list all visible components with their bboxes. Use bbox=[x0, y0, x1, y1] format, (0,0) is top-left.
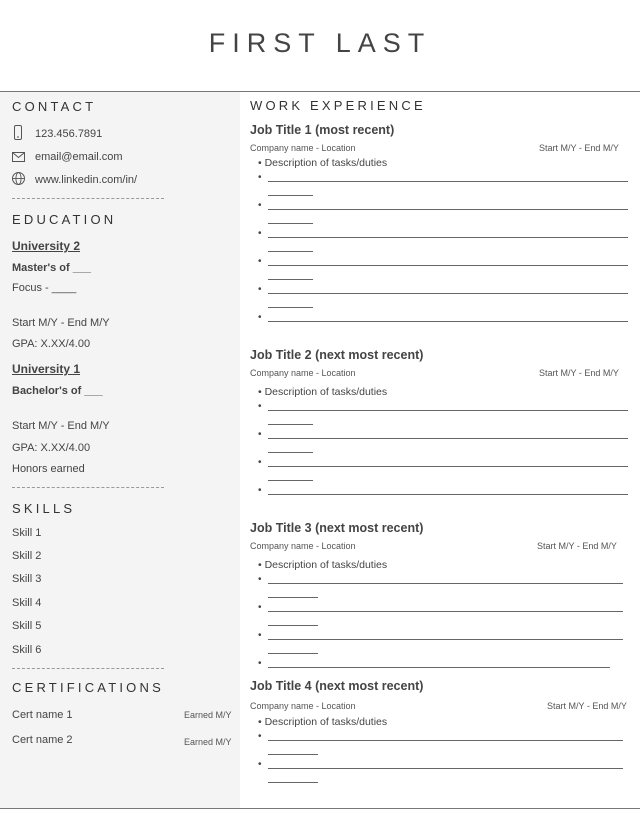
blank-line bbox=[268, 480, 313, 481]
job-description: • Description of tasks/duties bbox=[258, 559, 388, 571]
cert-earned: Earned M/Y bbox=[184, 737, 232, 747]
school-degree: Bachelor's of ___ bbox=[12, 385, 103, 397]
blank-line bbox=[268, 639, 623, 640]
job-description-text: Description of tasks/duties bbox=[264, 716, 388, 728]
job-description-text: Description of tasks/duties bbox=[264, 386, 388, 398]
blank-line bbox=[268, 195, 313, 196]
school-gpa: GPA: X.XX/4.00 bbox=[12, 442, 91, 454]
job-title: Job Title 4 (next most recent) bbox=[250, 679, 424, 693]
job-dates: Start M/Y - End M/Y bbox=[537, 541, 617, 551]
section-divider bbox=[12, 487, 164, 488]
blank-line bbox=[268, 653, 318, 654]
blank-line bbox=[268, 251, 313, 252]
skill-item: Skill 4 bbox=[12, 597, 42, 609]
blank-line bbox=[268, 237, 628, 238]
blank-line bbox=[268, 279, 313, 280]
school-dates: Start M/Y - End M/Y bbox=[12, 420, 110, 432]
bullet: • bbox=[258, 228, 262, 239]
job-description: • Description of tasks/duties bbox=[258, 157, 388, 169]
section-divider bbox=[12, 198, 164, 199]
globe-icon bbox=[12, 172, 25, 185]
skill-item: Skill 1 bbox=[12, 527, 42, 539]
school-honors: Honors earned bbox=[12, 463, 85, 475]
blank-line bbox=[268, 265, 628, 266]
job-description-text: Description of tasks/duties bbox=[264, 559, 388, 571]
bullet: • bbox=[258, 284, 262, 295]
blank-line bbox=[268, 611, 623, 612]
blank-line bbox=[268, 768, 623, 769]
blank-line bbox=[268, 293, 628, 294]
bullet: • bbox=[258, 256, 262, 267]
bullet: • bbox=[258, 759, 262, 770]
contact-website[interactable]: www.linkedin.com/in/ bbox=[35, 174, 138, 186]
contact-email[interactable]: email@email.com bbox=[35, 151, 123, 163]
blank-line bbox=[268, 424, 313, 425]
blank-line bbox=[268, 667, 610, 668]
blank-line bbox=[268, 782, 318, 783]
work-heading: WORK EXPERIENCE bbox=[250, 98, 426, 113]
contact-phone: 123.456.7891 bbox=[35, 128, 103, 140]
skill-item: Skill 2 bbox=[12, 550, 42, 562]
job-description: • Description of tasks/duties bbox=[258, 386, 388, 398]
certifications-heading: CERTIFICATIONS bbox=[12, 680, 164, 695]
phone-icon bbox=[13, 125, 23, 140]
cert-earned: Earned M/Y bbox=[184, 710, 232, 720]
bullet: • bbox=[258, 429, 262, 440]
blank-line bbox=[268, 740, 623, 741]
blank-line bbox=[268, 625, 318, 626]
bullet: • bbox=[258, 485, 262, 496]
blank-line bbox=[268, 181, 628, 182]
job-company: Company name - Location bbox=[250, 368, 356, 378]
resume-name: FIRST LAST bbox=[208, 28, 432, 58]
bullet: • bbox=[258, 172, 262, 183]
cert-name: Cert name 1 bbox=[12, 709, 73, 721]
blank-line bbox=[268, 452, 313, 453]
education-heading: EDUCATION bbox=[12, 212, 117, 227]
job-title: Job Title 1 (most recent) bbox=[250, 123, 395, 137]
school-gpa: GPA: X.XX/4.00 bbox=[12, 338, 91, 350]
bullet: • bbox=[258, 200, 262, 211]
blank-line bbox=[268, 223, 313, 224]
job-description: • Description of tasks/duties bbox=[258, 716, 388, 728]
bullet: • bbox=[258, 602, 262, 613]
job-dates: Start M/Y - End M/Y bbox=[547, 701, 627, 711]
job-dates: Start M/Y - End M/Y bbox=[539, 368, 619, 378]
job-description-text: Description of tasks/duties bbox=[264, 157, 388, 169]
school-dates: Start M/Y - End M/Y bbox=[12, 317, 110, 329]
bullet: • bbox=[258, 457, 262, 468]
school-name: University 2 bbox=[12, 239, 81, 253]
bullet: • bbox=[258, 574, 262, 585]
skill-item: Skill 6 bbox=[12, 644, 42, 656]
skill-item: Skill 5 bbox=[12, 620, 42, 632]
blank-line bbox=[268, 410, 628, 411]
skills-heading: SKILLS bbox=[12, 501, 76, 516]
school-degree: Master's of ___ bbox=[12, 262, 92, 274]
job-company: Company name - Location bbox=[250, 541, 356, 551]
blank-line bbox=[268, 583, 623, 584]
cert-name: Cert name 2 bbox=[12, 734, 73, 746]
bullet: • bbox=[258, 630, 262, 641]
bullet: • bbox=[258, 312, 262, 323]
blank-line bbox=[268, 307, 313, 308]
blank-line bbox=[268, 494, 628, 495]
bullet: • bbox=[258, 658, 262, 669]
job-company: Company name - Location bbox=[250, 143, 356, 153]
contact-heading: CONTACT bbox=[12, 99, 97, 114]
school-name: University 1 bbox=[12, 362, 81, 376]
envelope-icon bbox=[12, 152, 25, 162]
blank-line bbox=[268, 438, 628, 439]
blank-line bbox=[268, 209, 628, 210]
job-company: Company name - Location bbox=[250, 701, 356, 711]
blank-line bbox=[268, 597, 318, 598]
blank-line bbox=[268, 466, 628, 467]
school-focus: Focus - ____ bbox=[12, 282, 77, 294]
blank-line bbox=[268, 321, 628, 322]
bullet: • bbox=[258, 401, 262, 412]
job-title: Job Title 2 (next most recent) bbox=[250, 348, 424, 362]
job-title: Job Title 3 (next most recent) bbox=[250, 521, 424, 535]
skill-item: Skill 3 bbox=[12, 573, 42, 585]
blank-line bbox=[268, 754, 318, 755]
bullet: • bbox=[258, 731, 262, 742]
job-dates: Start M/Y - End M/Y bbox=[539, 143, 619, 153]
footer-divider bbox=[0, 808, 640, 809]
section-divider bbox=[12, 668, 164, 669]
